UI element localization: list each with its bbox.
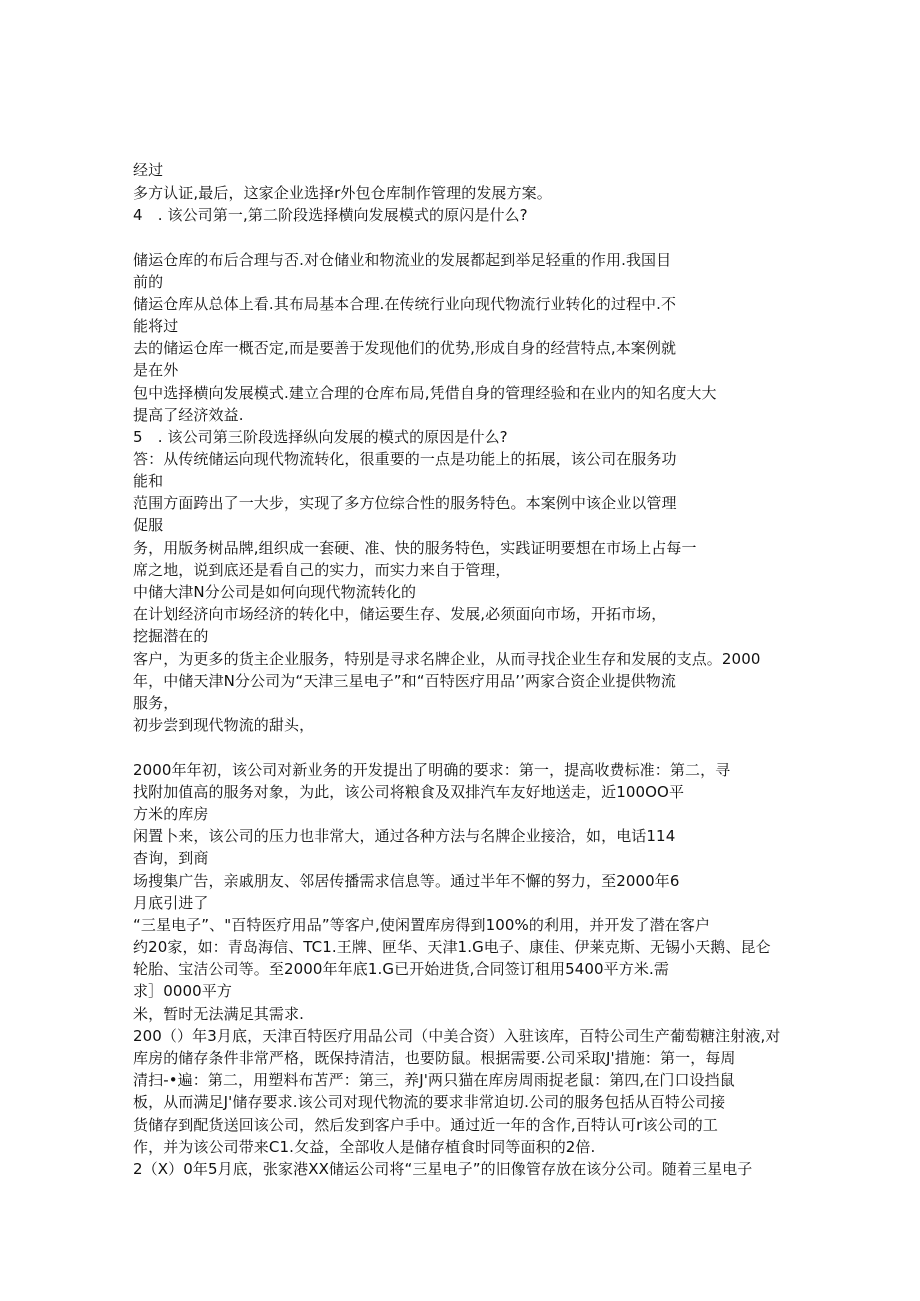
text-line: 清扫-•遍：第二，用塑料布苫严：第三，养J'两只猫在库房周雨捉老鼠：第四,在门口设挡鼠	[133, 1071, 735, 1089]
text-line: 初步尝到现代物流的甜头，	[133, 716, 315, 734]
text-line: 米，暂时无法满足其需求.	[133, 1005, 304, 1023]
text-line: 多方认证,最后，这家企业选择r外包仓库制作管理的发展方案。	[133, 184, 552, 202]
text-line: 2（X）0年5月底，张家港XX储运公司将“三星电子”的旧像管存放在该分公司。随着三星电子	[133, 1160, 753, 1178]
text-line: 2000年年初，该公司对新业务的开发提出了明确的要求：第一，提高收费标准：第二，寻	[133, 761, 731, 779]
question-heading: 4 . 该公司第一,第二阶段选择横向发展模式的原闪是什么?	[133, 206, 528, 224]
text-line: 是在外	[133, 361, 179, 379]
section-heading: 中储大津N分公司是如何向现代物流转化的	[133, 583, 417, 601]
text-line: 答：从传统储运向现代物流转化，很重要的一点是功能上的拓展，该公司在服务功	[133, 450, 677, 468]
text-line: 客户，为更多的货主企业服务，特别是寻求名牌企业，从而寻找企业生存和发展的支点。2000	[133, 650, 761, 668]
text-line: 去的储运仓库一概否定,而是要善于发现他们的优势,形成自身的经营特点,本案例就	[133, 339, 677, 357]
text-line: 提高了经济效益.	[133, 406, 244, 424]
text-line: 货储存到配货送回该公司，然后发到客户手中。通过近一年的含作,百特认可r该公司的工	[133, 1116, 718, 1134]
question-heading: 5 . 该公司第三阶段选择纵向发展的模式的原因是什么?	[133, 428, 508, 446]
text-line: 场搜集广告，亲戚朋友、邻居传播需求信息等。通过半年不懈的努力，至2000年6	[133, 872, 680, 890]
text-line: 200（）年3月底，天津百特医疗用品公司（中美合资）入驻该库，百特公司生产葡萄糖注射液,对	[133, 1027, 781, 1045]
text-line: 挖掘潜在的	[133, 627, 209, 645]
text-line: 月底引进了	[133, 894, 209, 912]
text-line: 作，并为该公司带来C1.攵益，全部收人是储存植食时同等面积的2倍.	[133, 1138, 596, 1156]
text-line: 经过	[133, 161, 164, 179]
text-line: 范围方面跨出了一大步，实现了多方位综合性的服务特色。本案例中该企业以管理	[133, 494, 677, 512]
text-line: 席之地，说到底还是看自己的实力，而实力来自于管理，	[133, 561, 511, 579]
text-line: 方米的库房	[133, 805, 209, 823]
text-line: 服务，	[133, 694, 179, 712]
text-line: 杳询，到商	[133, 849, 209, 867]
text-line: 在计划经济向市场经济的转化中，储运要生存、发展,必须面向市场，开拓市场，	[133, 605, 667, 623]
text-line: 务，用版务树品牌,组织成一套硬、准、快的服务特色，实践证明要想在市场上占每一	[133, 539, 697, 557]
text-line: 库房的储存条件非常严格，既保持清洁，也要防鼠。根据需要.公司采取J'措施：第一，每周	[133, 1049, 736, 1067]
text-line: 求］0000平方	[133, 982, 232, 1000]
text-line: 年，中储天津N分公司为“天津三星电子”和“百特医疗用品’’两家合资企业提供物流	[133, 672, 676, 690]
text-line: “三星电子”、"百特医疗用品”等客户,使闲置库房得到100%的利用，并开发了潜在客户	[133, 916, 711, 934]
text-line: 储运仓库的布后合理与否.对仓储业和物流业的发展都起到举足轻重的作用.我国目	[133, 251, 672, 269]
text-line: 板，从而满足J'储存要求.该公司对现代物流的要求非常迫切.公司的服务包括从百特公司接	[133, 1093, 726, 1111]
text-line: 储运仓库从总体上看.其布局基本合理.在传统行业向现代物流行业转化的过程中.不	[133, 295, 677, 313]
text-line: 轮胎、宝洁公司等。至2000年年底1.G已开始进货,合同签订租用5400平方米.需	[133, 960, 669, 978]
text-line: 前的	[133, 273, 164, 291]
text-line: 促服	[133, 516, 164, 534]
text-line: 约20家，如：青岛海信、TC1.王牌、匣华、天津1.G电子、康佳、伊莱克斯、无锡小天鹅、昆仑	[133, 938, 771, 956]
text-line: 包中选择横向发展模式.建立合理的仓库布局,凭借自身的管理经验和在业内的知名度大大	[133, 384, 717, 402]
text-line: 闲置卜来，该公司的压力也非常大，通过各种方法与名牌企业接洽，如，电话114	[133, 827, 676, 845]
text-line: 能将过	[133, 317, 179, 335]
text-line: 找附加值高的服务对象，为此，该公司将粮食及双排汽车友好地送走，近100OO平	[133, 783, 685, 801]
text-line: 能和	[133, 472, 164, 490]
